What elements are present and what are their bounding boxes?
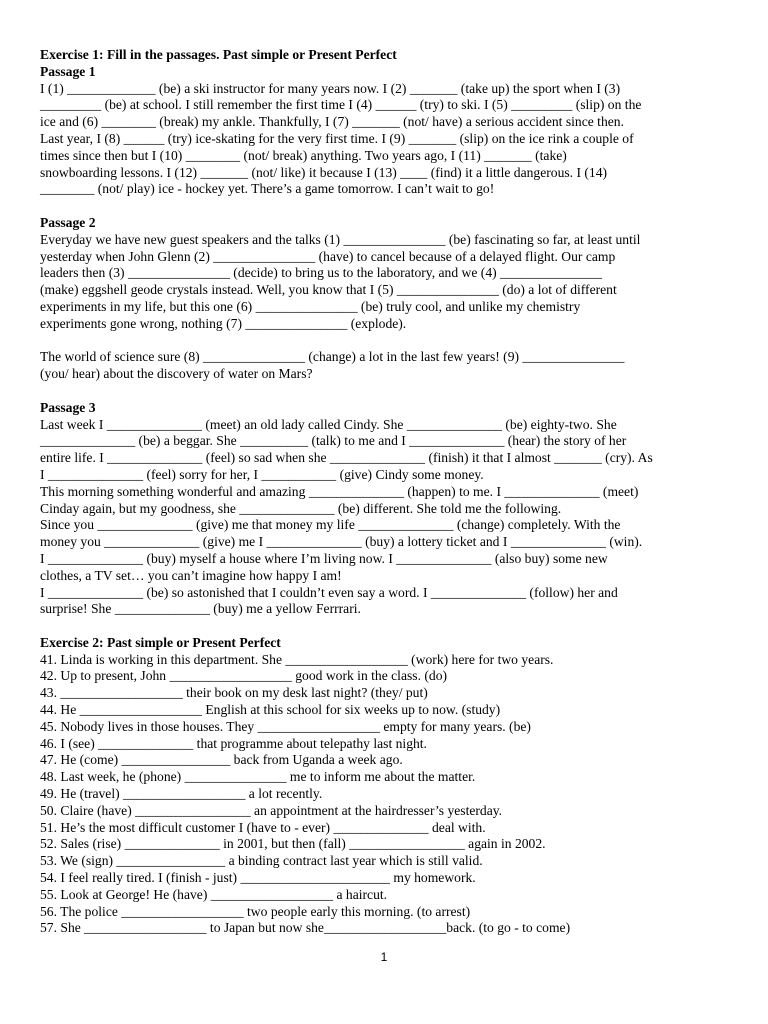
text-line: leaders then (3) _______________ (decide) to bring us to the laboratory, and we (4) _______________ xyxy=(40,265,602,281)
text-line: This morning something wonderful and amazing ______________ (happen) to me. I ______________ (meet) xyxy=(40,483,639,499)
passage-1-title: Passage 1 xyxy=(40,63,96,79)
passage-3-title: Passage 3 xyxy=(40,399,96,415)
exercise-2-title: Exercise 2: Past simple or Present Perfect xyxy=(40,634,281,650)
text-line: _________ (be) at school. I still remember the first time I (4) ______ (try) to ski. I (5) _________ (slip) on the xyxy=(40,97,642,113)
text-line: Last year, I (8) ______ (try) ice-skating for the very first time. I (9) _______ (slip) on the ice rink a couple of xyxy=(40,130,634,146)
passage-2-text-continued xyxy=(40,349,730,383)
passage-2-text xyxy=(40,232,730,333)
exercise-item: 51. He’s the most difficult customer I (have to - ever) ______________ deal with. xyxy=(40,819,486,835)
exercise-1-title: Exercise 1: Fill in the passages. Past simple or Present Perfect xyxy=(40,47,397,62)
text-line: Since you ______________ (give) me that money my life ______________ (change) completely. With the xyxy=(40,517,621,533)
exercise-item: 47. He (come) ________________ back from Uganda a week ago. xyxy=(40,752,403,768)
passage-3-text xyxy=(40,417,730,619)
text-line: Cinday again, but my goodness, she ______________ (be) different. She told me the following. xyxy=(40,500,562,516)
text-line: money you ______________ (give) me I ______________ (buy) a lottery ticket and I ______________ (win). xyxy=(40,534,643,550)
exercise-2-list xyxy=(40,652,730,938)
text-line: ice and (6) ________ (break) my ankle. Thankfully, I (7) _______ (not/ have) a serious accident since then. xyxy=(40,114,624,130)
text-line: experiments gone wrong, nothing (7) _______________ (explode). xyxy=(40,315,407,331)
text-line: I ______________ (buy) myself a house where I’m living now. I ______________ (also buy) some new xyxy=(40,550,608,566)
text-line: times since then but I (10) ________ (not/ break) anything. Two years ago, I (11) _______ (take) xyxy=(40,147,567,163)
text-line: snowboarding lessons. I (12) _______ (not/ like) it because I (13) ____ (find) it a little dangerous. I (14) xyxy=(40,164,608,180)
text-line: I ______________ (feel) sorry for her, I ___________ (give) Cindy some money. xyxy=(40,466,484,482)
exercise-item: 48. Last week, he (phone) _______________ me to inform me about the matter. xyxy=(40,769,476,785)
exercise-item: 53. We (sign) ________________ a binding contract last year which is still valid. xyxy=(40,853,483,869)
text-line: (you/ hear) about the discovery of water on Mars? xyxy=(40,366,313,382)
passage-1-text xyxy=(40,81,730,199)
text-line: Last week I ______________ (meet) an old lady called Cindy. She ______________ (be) eighty-two. She xyxy=(40,416,617,432)
exercise-item: 54. I feel really tired. I (finish - just) ______________________ my homework. xyxy=(40,870,476,886)
exercise-item: 55. Look at George! He (have) __________________ a haircut. xyxy=(40,886,388,902)
exercise-item: 49. He (travel) __________________ a lot recently. xyxy=(40,786,323,802)
spacer xyxy=(40,198,730,215)
text-line: clothes, a TV set… you can’t imagine how happy I am! xyxy=(40,567,342,583)
text-line: ______________ (be) a beggar. She __________ (talk) to me and I ______________ (hear) the story of her xyxy=(40,433,627,449)
text-line: ________ (not/ play) ice - hockey yet. There’s a game tomorrow. I can’t wait to go! xyxy=(40,181,495,197)
exercise-item: 56. The police __________________ two people early this morning. (to arrest) xyxy=(40,903,471,919)
spacer xyxy=(40,618,730,635)
exercise-item: 50. Claire (have) _________________ an appointment at the hairdresser’s yesterday. xyxy=(40,802,503,818)
exercise-item: 57. She __________________ to Japan but now she__________________back. (to go - to come) xyxy=(40,920,571,936)
exercise-item: 46. I (see) ______________ that programme about telepathy last night. xyxy=(40,735,427,751)
text-line: I (1) _____________ (be) a ski instructor for many years now. I (2) _______ (take up) the sport when I (3) xyxy=(40,80,621,96)
spacer xyxy=(40,383,730,400)
text-line: experiments in my life, but this one (6) _______________ (be) truly cool, and unlike my chemistry xyxy=(40,298,581,314)
exercise-item: 42. Up to present, John __________________ good work in the class. (do) xyxy=(40,668,448,684)
exercise-item: 52. Sales (rise) ______________ in 2001, but then (fall) _________________ again in 2002. xyxy=(40,836,546,852)
text-line: surprise! She ______________ (buy) me a yellow Ferrrari. xyxy=(40,601,361,617)
exercise-item: 41. Linda is working in this department. She __________________ (work) here for two years. xyxy=(40,651,554,667)
exercise-item: 43. __________________ their book on my desk last night? (they/ put) xyxy=(40,685,428,701)
exercise-item: 44. He __________________ English at this school for six weeks up to now. (study) xyxy=(40,702,501,718)
text-line: I ______________ (be) so astonished that I couldn’t even say a word. I ______________ (follow) her and xyxy=(40,584,618,600)
page-number: 1 xyxy=(380,950,388,964)
text-line: entire life. I ______________ (feel) so sad when she ______________ (finish) it that I almost _______ (cry). As xyxy=(40,450,653,466)
exercise-item: 45. Nobody lives in those houses. They __________________ empty for many years. (be) xyxy=(40,718,531,734)
worksheet xyxy=(40,47,730,937)
passage-2-title: Passage 2 xyxy=(40,214,96,230)
spacer xyxy=(40,333,730,350)
text-line: The world of science sure (8) _______________ (change) a lot in the last few years! (9) _______________ xyxy=(40,349,625,365)
text-line: (make) eggshell geode crystals instead. Well, you know that I (5) _______________ (do) a lot of different xyxy=(40,282,617,298)
text-line: Everyday we have new guest speakers and the talks (1) _______________ (be) fascinating so far, at least until xyxy=(40,231,641,247)
text-line: yesterday when John Glenn (2) _______________ (have) to cancel because of a delayed flight. Our camp xyxy=(40,248,616,264)
